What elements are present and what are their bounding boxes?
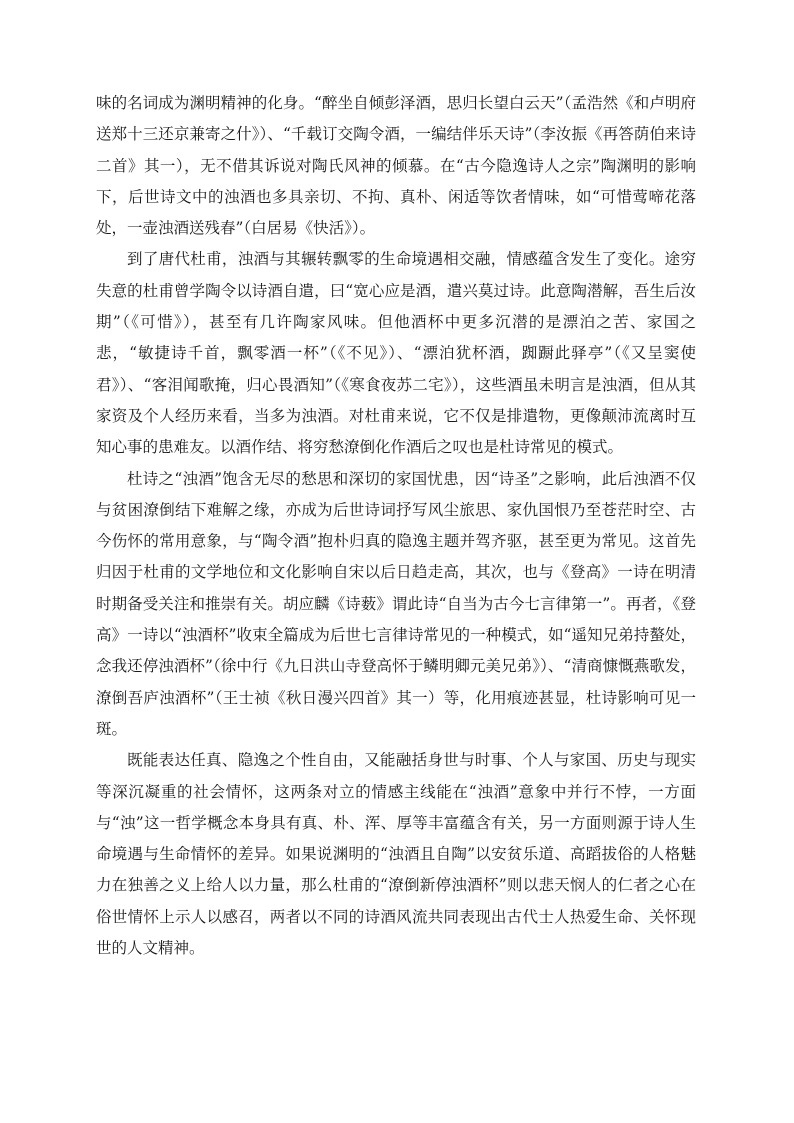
paragraph-2: 到了唐代杜甫，浊酒与其辗转飘零的生命境遇相交融，情感蕴含发生了变化。途穷失意的杜甫曾学陶令以诗酒自遣，曰“宽心应是酒，遣兴莫过诗。此意陶潜解，吾生后汝期”（《可惜》），甚至有几许陶家风味。但他酒杯中更多沉潜的是漂泊之苦、家国之悲，“敏捷诗千首，飘零酒一杯”（《不见》）、“漂泊犹杯酒，踟蹰此驿亭”（《又呈窦使君》）、“客泪闻歌掩，归心畏酒知”（《寒食夜苏二宅》），这些酒虽未明言是浊酒，但从其家资及个人经历来看，当多为浊酒。对杜甫来说，它不仅是排遣物，更像颠沛流离时互知心事的患难友。以酒作结、将穷愁潦倒化作酒后之叹也是杜诗常见的模式。 xyxy=(96,250,696,457)
paragraph-1: 味的名词成为渊明精神的化身。“醉坐自倾彭泽酒，思归长望白云天”（孟浩然《和卢明府送郑十三还京兼寄之什》）、“千载订交陶令酒，一编结伴乐天诗”（李汝振《再答荫伯来诗二首》其一），无不借其诉说对陶氏风神的倾慕。在“古今隐逸诗人之宗”陶渊明的影响下，后世诗文中的浊酒也多具亲切、不拘、真朴、闲适等饮者情味，如“可惜莺啼花落处，一壶浊酒送残春”（白居易《快活》）。 xyxy=(96,94,696,238)
paragraph-4: 既能表达任真、隐逸之个性自由，又能融括身世与时事、个人与家国、历史与现实等深沉凝重的社会情怀，这两条对立的情感主线能在“浊酒”意象中并行不悖，一方面与“浊”这一哲学概念本身具有真、朴、浑、厚等丰富蕴含有关，另一方面则源于诗人生命境遇与生命情怀的差异。如果说渊明的“浊酒且自陶”以安贫乐道、高蹈拔俗的人格魅力在独善之义上给人以力量，那么杜甫的“潦倒新停浊酒杯”则以悲天悯人的仁者之心在俗世情怀上示人以感召，两者以不同的诗酒风流共同表现出古代士人热爱生命、关怀现世的人文精神。 xyxy=(96,751,696,958)
paragraph-3: 杜诗之“浊酒”饱含无尽的愁思和深切的家国忧患，因“诗圣”之影响，此后浊酒不仅与贫困潦倒结下难解之缘，亦成为后世诗词抒写风尘旅思、家仇国恨乃至苍茫时空、古今伤怀的常用意象，与“陶令酒”抱朴归真的隐逸主题并驾齐驱，甚至更为常见。这首先归因于杜甫的文学地位和文化影响自宋以后日趋走高，其次，也与《登高》一诗在明清时期备受关注和推崇有关。胡应麟《诗薮》谓此诗“自当为古今七言律第一”。再者，《登高》一诗以“浊酒杯”收束全篇成为后世七言律诗常见的一种模式，如“遥知兄弟持螯处，念我还停浊酒杯”（徐中行《九日洪山寺登高怀于鳞明卿元美兄弟》）、“清商慷慨燕歌发，潦倒吾庐浊酒杯”（王士祯《秋日漫兴四首》其一）等，化用痕迹甚显，杜诗影响可见一斑。 xyxy=(96,469,696,738)
document-page xyxy=(96,88,696,964)
